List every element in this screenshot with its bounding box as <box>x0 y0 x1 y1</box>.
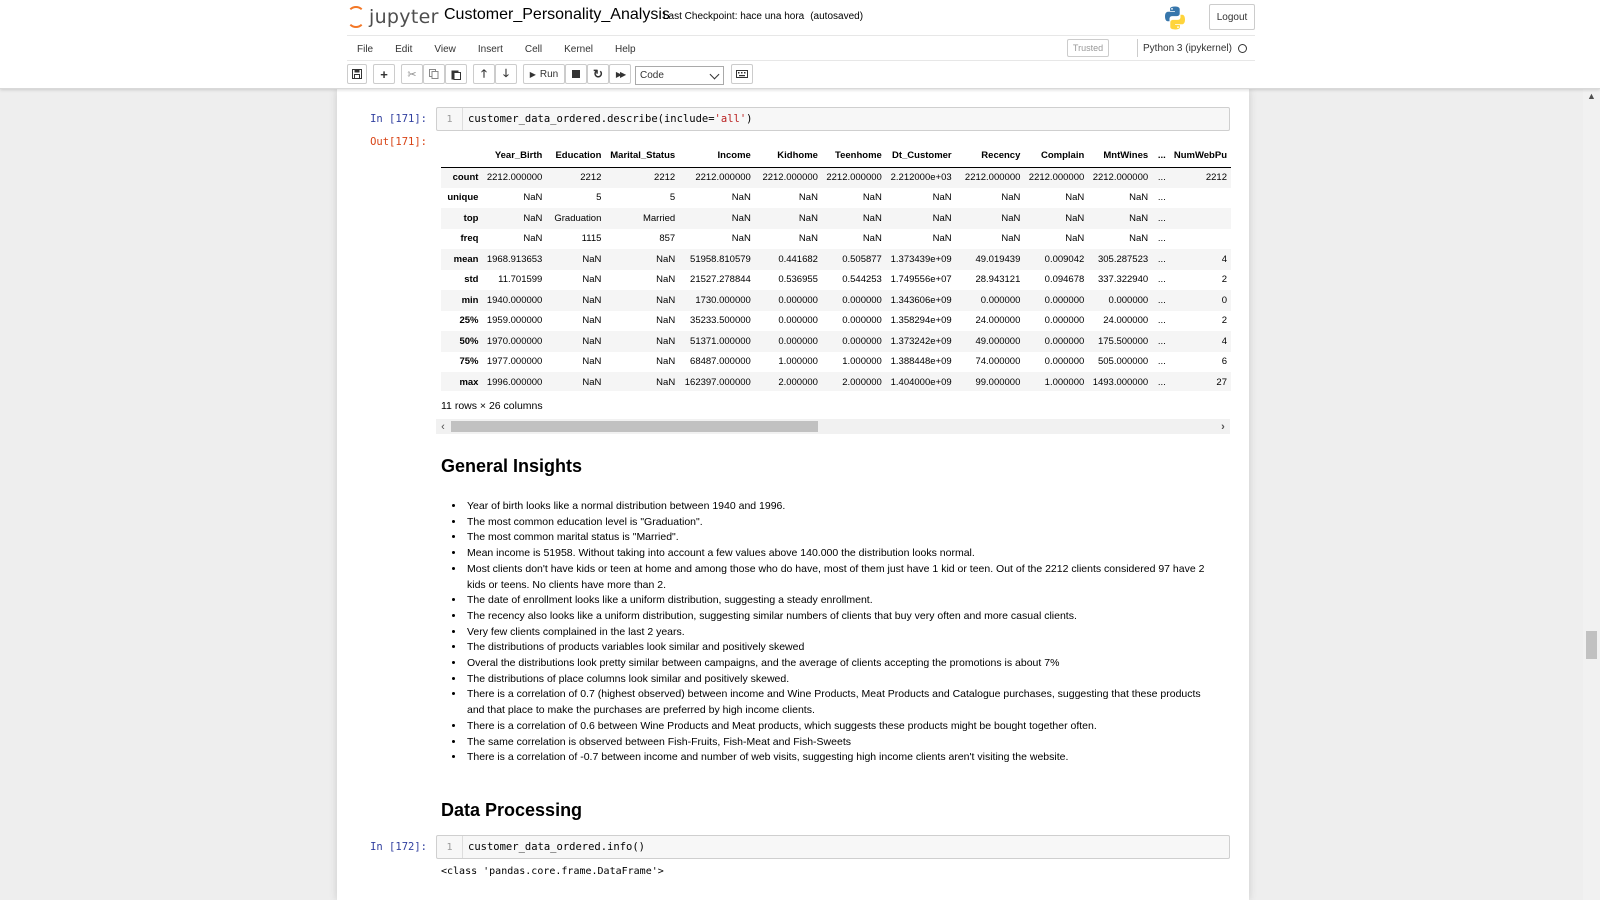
table-cell: NaN <box>1001 192 1021 204</box>
plus-icon: + <box>380 66 388 82</box>
checkpoint-status <box>663 11 863 22</box>
cell-type-select[interactable] <box>635 66 724 85</box>
toolbar <box>347 64 1255 86</box>
insight-item: • Overal the distributions look pretty similar between campaigns, and the average of clients accepting the promotions is about 7% <box>465 656 1213 672</box>
insight-item: • The distributions of products variables look similar and positively skewed <box>465 640 1213 656</box>
table-cell: 1.358294e+09 <box>890 315 952 327</box>
table-cell: NaN <box>656 315 676 327</box>
python-logo-icon <box>1162 5 1188 31</box>
table-cell <box>1170 208 1231 229</box>
column-header: Recency <box>956 145 1025 167</box>
table-cell: 24.000000 <box>975 315 1021 327</box>
insight-item: • The date of enrollment looks like a uniform distribution, suggesting a steady enrollment. <box>465 593 1213 609</box>
row-label: 50% <box>459 335 479 347</box>
table-cell: NaN <box>1129 212 1149 224</box>
menu-cell[interactable]: Cell <box>524 43 543 55</box>
table-cell: NaN <box>1065 192 1085 204</box>
table-row <box>441 352 1231 373</box>
save-icon <box>352 69 362 79</box>
table-cell: NaN <box>932 192 952 204</box>
copy-icon <box>429 69 439 79</box>
table-cell: 0.000000 <box>1044 315 1085 327</box>
run-button[interactable] <box>523 64 565 84</box>
table-cell: ... <box>1157 172 1166 183</box>
scroll-left-icon[interactable]: ‹ <box>441 420 445 433</box>
table-cell: NaN <box>523 192 543 204</box>
table-cell: 0.009042 <box>1044 253 1085 265</box>
table-cell: ... <box>1157 376 1166 388</box>
insight-item: • The most common marital status is "Married". <box>465 530 1213 546</box>
jupyter-logo-icon <box>347 6 365 28</box>
table-cell: ... <box>1157 192 1166 204</box>
table-cell: 2.000000 <box>778 376 818 388</box>
table-cell: 1.000000 <box>1044 376 1085 388</box>
jupyter-logo-text: jupyter <box>369 6 439 28</box>
table-cell: NaN <box>582 315 602 327</box>
column-header: Kidhome <box>755 145 822 167</box>
table-cell: 21527.278844 <box>690 274 751 286</box>
menu-view[interactable]: View <box>434 43 456 55</box>
table-cell: 49.019439 <box>975 253 1021 265</box>
paste-icon <box>451 69 461 80</box>
menu-file[interactable]: File <box>357 43 374 55</box>
table-cell: NaN <box>1129 192 1149 204</box>
column-header: Year_Birth <box>482 145 546 167</box>
insight-item: • Mean income is 51958. Without taking into account a few values above 140.000 the distribution looks normal. <box>465 546 1213 562</box>
table-cell: 0.441682 <box>778 253 818 265</box>
table-cell: 35233.500000 <box>690 315 751 327</box>
table-cell: 2212 <box>1205 172 1227 183</box>
table-cell: 0.000000 <box>842 335 882 347</box>
table-cell: 2.000000 <box>842 376 882 388</box>
table-cell: NaN <box>932 233 952 245</box>
scroll-up-icon[interactable]: ▲ <box>1587 91 1596 101</box>
table-row <box>441 311 1231 332</box>
save-button[interactable] <box>347 64 367 84</box>
table-cell: 0.000000 <box>842 315 882 327</box>
table-cell: NaN <box>862 192 882 204</box>
table-cell: Married <box>642 212 676 224</box>
code-cell-input[interactable] <box>436 835 1230 859</box>
table-cell: 175.500000 <box>1097 335 1149 347</box>
row-label: top <box>463 212 479 224</box>
table-cell: 1115 <box>581 233 602 245</box>
table-cell: 2.212000e+03 <box>890 172 952 183</box>
notebook-page <box>337 89 1249 900</box>
notebook-header <box>0 0 1600 89</box>
logout-button[interactable]: Logout <box>1209 4 1255 30</box>
table-cell: 0.000000 <box>980 294 1021 306</box>
table-cell: 0.000000 <box>778 335 818 347</box>
table-cell: NaN <box>1065 212 1085 224</box>
output-prompt: Out[171]: <box>370 136 427 148</box>
play-icon: ▶ <box>529 69 536 79</box>
table-cell: 1940.000000 <box>486 294 543 306</box>
move-down-button[interactable] <box>495 64 517 84</box>
table-cell: NaN <box>656 294 676 306</box>
table-cell: NaN <box>582 294 602 306</box>
output-text: <class 'pandas.core.frame.DataFrame'> <box>441 866 664 877</box>
table-cell: ... <box>1157 274 1166 286</box>
table-cell: 857 <box>659 233 676 245</box>
table-cell: 0.094678 <box>1044 274 1085 286</box>
insights-list <box>453 499 1213 766</box>
table-row <box>441 372 1231 391</box>
table-cell: NaN <box>1001 212 1021 224</box>
insight-item: • Most clients don't have kids or teen at home and among those who do have, most of them just have 1 kid or teen. Out of the 2212 clients considered 97 have 2 kids or teens. No clients have more than 2. <box>465 562 1213 593</box>
index-header <box>441 145 482 167</box>
table-row <box>441 208 1231 229</box>
insights-heading: General Insights <box>441 456 583 476</box>
page-scrollbar-thumb[interactable] <box>1586 631 1597 659</box>
table-cell: 2212.000000 <box>1028 172 1085 183</box>
insight-item: • There is a correlation of 0.7 (highest observed) between income and Wine Products, Meat Products and Catalogue purchases, suggesting that these products and that place to make the purchases are preferred by high income clients. <box>465 687 1213 718</box>
table-cell: NaN <box>731 212 751 224</box>
table-cell: 1996.000000 <box>486 376 543 388</box>
column-header: Complain <box>1024 145 1088 167</box>
table-cell: 5 <box>596 192 602 204</box>
cut-button[interactable] <box>401 64 423 84</box>
table-cell: ... <box>1157 356 1166 368</box>
arrow-down-icon: 🡓 <box>503 67 509 80</box>
describe-table <box>441 145 1231 391</box>
column-header: MntWines <box>1088 145 1152 167</box>
table-cell: 1.000000 <box>778 356 818 368</box>
table-cell: 2212.000000 <box>964 172 1021 183</box>
table-cell: 1493.000000 <box>1092 376 1149 388</box>
row-label: max <box>459 376 479 388</box>
scissors-icon: ✂ <box>407 68 417 81</box>
menubar <box>347 35 1255 61</box>
table-cell: 27 <box>1216 376 1227 388</box>
table-row <box>441 167 1231 188</box>
table-cell: 337.322940 <box>1097 274 1149 286</box>
code-prefix: customer_data_ordered.describe(include= <box>468 113 715 125</box>
table-cell: 0.544253 <box>842 274 882 286</box>
table-cell: ... <box>1157 233 1166 245</box>
table-cell: 11.701599 <box>498 274 543 286</box>
column-header: ... <box>1152 145 1170 167</box>
table-cell: 1.343606e+09 <box>890 294 952 306</box>
table-cell: 2212.000000 <box>695 172 751 183</box>
header-container <box>347 0 1255 36</box>
table-cell: NaN <box>798 192 818 204</box>
table-cell: NaN <box>582 356 602 368</box>
row-label: 25% <box>459 315 479 327</box>
row-label: mean <box>453 253 479 265</box>
table-cell: 4 <box>1221 335 1227 347</box>
table-cell: 1970.000000 <box>486 335 543 347</box>
table-cell: 0.000000 <box>842 294 882 306</box>
command-palette-button[interactable] <box>731 64 753 84</box>
table-cell: NaN <box>582 253 602 265</box>
table-cell: 2212 <box>654 172 676 183</box>
table-cell: NaN <box>656 335 676 347</box>
table-row <box>441 188 1231 209</box>
scroll-right-icon[interactable]: › <box>1221 420 1225 433</box>
kernel-name: Python 3 (ipykernel) <box>1143 42 1232 54</box>
column-header: Teenhome <box>822 145 886 167</box>
table-cell: 4 <box>1221 253 1227 265</box>
table-row <box>441 229 1231 250</box>
column-header: Income <box>679 145 755 167</box>
copy-button[interactable] <box>423 64 445 84</box>
insight-item: • The same correlation is observed between Fish-Fruits, Fish-Meat and Fish-Sweets <box>465 735 1213 751</box>
table-cell: NaN <box>1001 233 1021 245</box>
table-cell: NaN <box>798 233 818 245</box>
table-cell: 0.000000 <box>778 294 818 306</box>
kernel-indicator <box>1137 39 1247 57</box>
row-label: std <box>464 274 479 286</box>
restart-button[interactable] <box>587 64 609 84</box>
table-cell: 49.000000 <box>975 335 1021 347</box>
table-cell: 2212.000000 <box>762 172 818 183</box>
table-cell: 74.000000 <box>975 356 1021 368</box>
move-up-button[interactable] <box>473 64 495 84</box>
table-cell: ... <box>1157 335 1166 347</box>
trusted-badge[interactable]: Trusted <box>1067 39 1109 57</box>
dataframe-shape: 11 rows × 26 columns <box>441 400 543 412</box>
arrow-up-icon: 🡑 <box>481 67 487 80</box>
table-cell: NaN <box>1065 233 1085 245</box>
table-cell: NaN <box>798 212 818 224</box>
insight-item: • The recency also looks like a uniform distribution, suggesting similar numbers of clients that buy very often and more casual clients. <box>465 609 1213 625</box>
table-cell: 0.000000 <box>1108 294 1149 306</box>
table-cell: 305.287523 <box>1097 253 1149 265</box>
table-cell: NaN <box>1129 233 1149 245</box>
processing-heading: Data Processing <box>441 800 583 820</box>
table-cell: 99.000000 <box>975 376 1021 388</box>
table-cell: 0.505877 <box>842 253 882 265</box>
table-row <box>441 290 1231 311</box>
input-prompt: In [172]: <box>370 841 427 853</box>
restart-run-all-button[interactable] <box>609 64 631 84</box>
table-row <box>441 331 1231 352</box>
table-cell: 1977.000000 <box>486 356 543 368</box>
cell-type-value: Code <box>640 70 664 81</box>
interrupt-button[interactable] <box>565 64 587 84</box>
table-cell: 1.373439e+09 <box>890 253 952 265</box>
horizontal-scrollbar[interactable] <box>436 419 1230 434</box>
line-number: 1 <box>437 108 463 130</box>
table-cell: 1.373242e+09 <box>890 335 952 347</box>
menu-edit[interactable]: Edit <box>395 43 413 55</box>
table-cell: NaN <box>656 253 676 265</box>
menu-help[interactable]: Help <box>615 43 636 55</box>
column-header: Education <box>546 145 605 167</box>
kernel-idle-icon <box>1238 44 1247 53</box>
table-cell: NaN <box>656 376 676 388</box>
table-cell <box>1170 188 1231 209</box>
table-cell: 51371.000000 <box>690 335 751 347</box>
table-cell: 1.404000e+09 <box>890 376 952 388</box>
table-cell: 0.536955 <box>778 274 818 286</box>
table-cell: 1.000000 <box>842 356 882 368</box>
insert-cell-button[interactable] <box>373 64 395 84</box>
jupyter-logo[interactable] <box>347 4 439 30</box>
paste-button[interactable] <box>445 64 467 84</box>
table-cell: 0.000000 <box>1044 294 1085 306</box>
table-cell: NaN <box>523 233 543 245</box>
table-cell: 1.388448e+09 <box>890 356 952 368</box>
table-cell: 0.000000 <box>1044 356 1085 368</box>
fast-forward-icon: ▶▶ <box>615 69 625 79</box>
table-cell: 2212.000000 <box>486 172 543 183</box>
code-text[interactable]: customer_data_ordered.info() <box>468 841 646 853</box>
insight-item: • The most common education level is "Graduation". <box>465 515 1213 531</box>
table-cell: 1.749556e+07 <box>890 274 952 286</box>
row-label: freq <box>460 233 479 245</box>
row-label: count <box>452 172 479 183</box>
table-cell: NaN <box>731 233 751 245</box>
table-cell: 2 <box>1221 315 1227 327</box>
table-cell: 24.000000 <box>1103 315 1149 327</box>
table-cell: 505.000000 <box>1097 356 1149 368</box>
table-cell: NaN <box>656 356 676 368</box>
table-cell: 68487.000000 <box>690 356 751 368</box>
table-cell: NaN <box>582 335 602 347</box>
scrollbar-thumb[interactable] <box>451 421 818 432</box>
table-cell: NaN <box>731 192 751 204</box>
column-header: NumWebPu <box>1170 145 1231 167</box>
row-label: min <box>461 294 479 306</box>
input-prompt: In [171]: <box>370 113 427 125</box>
table-cell: 2212.000000 <box>1092 172 1149 183</box>
line-number: 1 <box>437 836 463 858</box>
column-header: Marital_Status <box>605 145 679 167</box>
menu-kernel[interactable]: Kernel <box>564 43 594 55</box>
table-cell: NaN <box>582 376 602 388</box>
restart-icon: ↻ <box>592 67 604 81</box>
table-header-row <box>441 145 1231 167</box>
checkpoint-text: Last Checkpoint: hace una hora <box>663 11 805 22</box>
menu-insert[interactable]: Insert <box>477 43 503 55</box>
code-cell-input[interactable] <box>436 107 1230 131</box>
table-cell: NaN <box>523 212 543 224</box>
table-cell: 2212.000000 <box>826 172 882 183</box>
table-cell: 2 <box>1221 274 1227 286</box>
table-body <box>441 167 1231 391</box>
insight-item: • Very few clients complained in the last 2 years. <box>465 625 1213 641</box>
table-cell: 51958.810579 <box>690 253 751 265</box>
table-cell: 162397.000000 <box>684 376 751 388</box>
table-cell: ... <box>1157 253 1166 265</box>
dataframe-output <box>441 145 1231 391</box>
code-text[interactable] <box>468 113 752 125</box>
table-cell: 0 <box>1221 294 1227 306</box>
table-cell <box>1170 229 1231 250</box>
table-cell: Graduation <box>554 212 602 224</box>
table-cell: 0.000000 <box>1044 335 1085 347</box>
code-string: 'all' <box>714 113 747 125</box>
table-cell: 2212 <box>580 172 602 183</box>
table-cell: 1968.913653 <box>486 253 543 265</box>
table-cell: NaN <box>932 212 952 224</box>
row-label: 75% <box>459 356 479 368</box>
code-suffix: ) <box>746 113 753 125</box>
table-cell: NaN <box>656 274 676 286</box>
run-label: Run <box>539 68 559 80</box>
chevron-down-icon <box>710 70 720 80</box>
insight-item: • There is a correlation of 0.6 between Wine Products and Meat products, which suggests these products might be bought together often. <box>465 719 1213 735</box>
column-header: Dt_Customer <box>886 145 956 167</box>
table-cell: NaN <box>862 233 882 245</box>
stop-icon <box>572 70 580 78</box>
table-cell: ... <box>1157 294 1166 306</box>
insight-item: • There is a correlation of -0.7 between income and number of web visits, suggesting high income clients aren't visiting the website. <box>465 750 1213 766</box>
row-label: unique <box>447 192 479 204</box>
menu-items <box>347 36 647 62</box>
page-scrollbar[interactable] <box>1583 89 1600 900</box>
table-cell: 0.000000 <box>778 315 818 327</box>
table-cell: NaN <box>582 274 602 286</box>
table-cell: 5 <box>669 192 676 204</box>
table-cell: NaN <box>862 212 882 224</box>
table-cell: 1730.000000 <box>695 294 751 306</box>
insight-item: • Year of birth looks like a normal distribution between 1940 and 1996. <box>465 499 1213 515</box>
keyboard-icon <box>736 70 748 78</box>
insight-item: • The distributions of place columns look similar and positively skewed. <box>465 672 1213 688</box>
table-row <box>441 270 1231 291</box>
table-row <box>441 249 1231 270</box>
autosave-status: (autosaved) <box>810 11 864 22</box>
table-cell: 28.943121 <box>975 274 1021 286</box>
table-cell: ... <box>1157 212 1166 224</box>
table-cell: ... <box>1157 315 1166 327</box>
table-cell: 6 <box>1221 356 1227 368</box>
table-cell: 1959.000000 <box>486 315 543 327</box>
notebook-name[interactable]: Customer_Personality_Analysis <box>444 6 670 23</box>
